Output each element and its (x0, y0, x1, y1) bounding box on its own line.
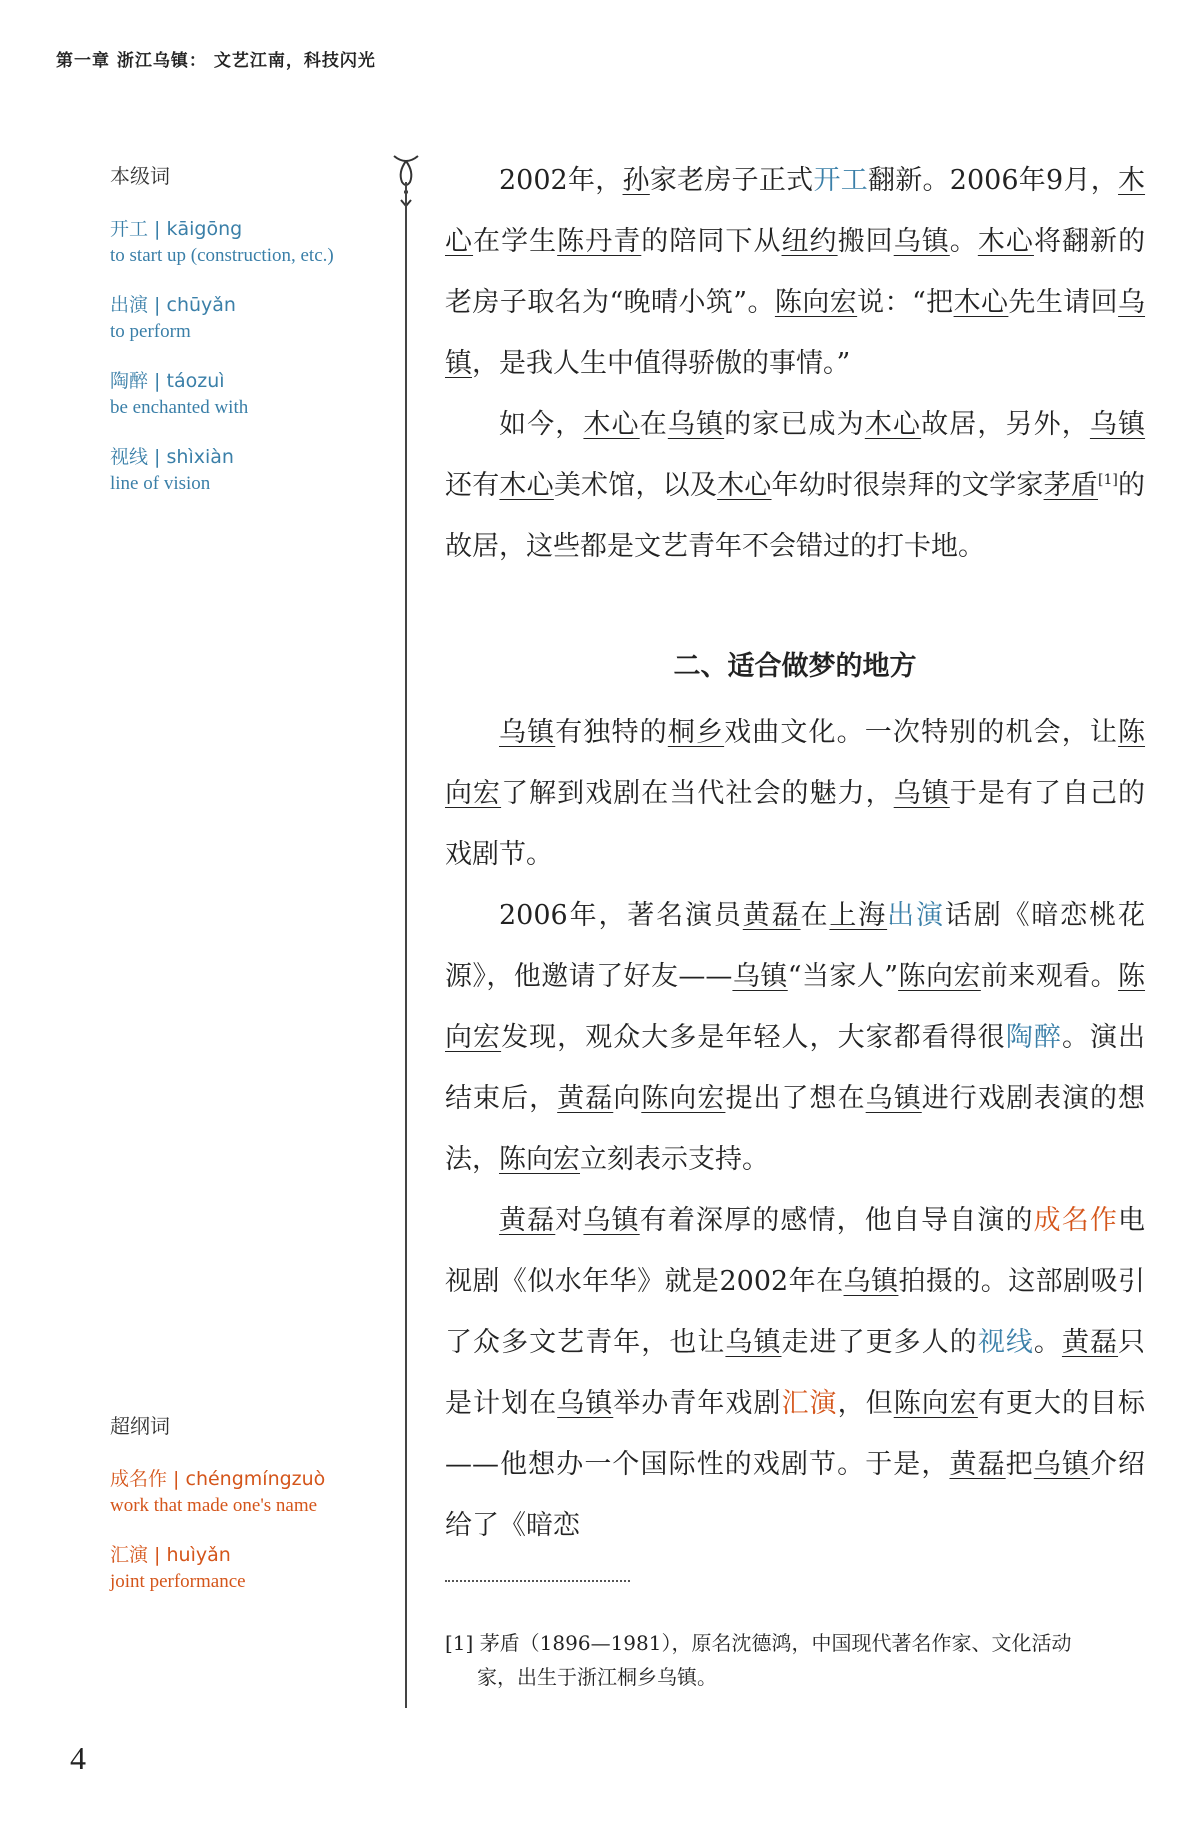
text-segment: 先生请回 (1008, 287, 1119, 318)
vocab-gloss: to start up (construction, etc.) (110, 245, 334, 266)
vocab-item (110, 443, 410, 497)
vocab-gloss: be enchanted with (110, 397, 249, 418)
proper-noun: 黄磊 (742, 900, 801, 931)
vocab-item (110, 291, 410, 345)
text-segment: 如今， (499, 409, 584, 440)
proper-noun: 陈向宏 (774, 287, 858, 318)
text-segment: ，但 (837, 1388, 894, 1419)
vocab-pinyin: chūyǎn (166, 294, 236, 316)
vocab-separator: | (148, 1544, 167, 1566)
footnote-line: [1] 茅盾（1896—1981），原名沈德鸿，中国现代著名作家、文化活动 (445, 1631, 1072, 1655)
basic-vocab-sidebar (110, 160, 410, 519)
vocab-word: 出演 (887, 900, 945, 931)
proper-noun: 乌镇 (667, 409, 725, 440)
vocab-hanzi: 开工 (110, 218, 149, 240)
text-segment: 提出了想在 (725, 1083, 866, 1114)
page-number: 4 (70, 1740, 86, 1776)
proper-noun: 乌镇 (557, 1388, 614, 1419)
vocab-separator: | (148, 294, 167, 316)
proper-noun: 陈丹青 (557, 226, 642, 257)
proper-noun: 上海 (829, 900, 888, 931)
proper-noun: 木心 (499, 470, 554, 501)
text-segment: 。 (949, 226, 978, 257)
text-segment: 发现，观众大多是年轻人，大家都看得很 (501, 1022, 1006, 1053)
proper-noun: 木心 (445, 165, 1146, 257)
vocab-pinyin: kāigōng (166, 218, 243, 240)
proper-noun: 桐乡 (667, 717, 725, 748)
proper-noun: 黄磊 (949, 1449, 1006, 1480)
vocab-item (110, 215, 410, 269)
text-segment: 了解到戏剧在当代社会的魅力， (501, 778, 894, 809)
paragraph (445, 150, 1145, 394)
main-text (445, 150, 1145, 1556)
basic-vocab-list (110, 215, 410, 497)
vocab-pinyin: chéngmíngzuò (185, 1468, 326, 1490)
text-segment: 。 (1033, 1327, 1062, 1358)
proper-noun: 乌镇 (1089, 409, 1146, 440)
vocab-hanzi: 视线 (110, 446, 149, 468)
vocab-pinyin: huìyǎn (166, 1544, 231, 1566)
text-segment: 向 (613, 1083, 642, 1114)
vocab-gloss: joint performance (110, 1571, 246, 1592)
text-segment: ，是我人生中值得骄傲的事情。” (472, 348, 851, 379)
text-segment: 2002年， (499, 165, 623, 196)
text-segment: 进行戏剧表演的想法， (445, 1083, 1146, 1175)
text-segment: 在 (639, 409, 668, 440)
text-segment: 。演出结束后， (445, 1022, 1146, 1114)
vocab-headword (110, 291, 410, 319)
vocab-separator: | (148, 446, 167, 468)
text-segment: 有独特的 (555, 717, 668, 748)
proper-noun: 乌镇 (732, 961, 788, 992)
proper-noun: 黄磊 (1061, 1327, 1119, 1358)
text-segment: 在 (800, 900, 830, 931)
vocab-item (110, 1541, 410, 1595)
text-segment: 于是有了自己的戏剧节。 (445, 778, 1146, 870)
extra-vocab-sidebar (110, 1410, 410, 1617)
vocab-separator: | (148, 218, 167, 240)
vocab-headword (110, 1541, 410, 1569)
text-segment: 把 (1005, 1449, 1034, 1480)
text-segment: 立刻表示支持。 (580, 1144, 769, 1175)
text-segment: 在学生 (473, 226, 558, 257)
proper-noun: 乌镇 (499, 717, 556, 748)
text-segment: 举办青年戏剧 (613, 1388, 782, 1419)
text-segment: 对 (555, 1205, 584, 1236)
proper-noun: 木心 (864, 409, 922, 440)
text-segment: 将翻新的老房子取名为“晚晴小筑”。 (445, 226, 1146, 318)
proper-noun: 陈向宏 (898, 961, 981, 992)
text-segment: 电视剧《似水年华》就是2002年在 (445, 1205, 1146, 1297)
text-segment: 翻新。2006年9月， (867, 165, 1119, 196)
vocab-hanzi: 汇演 (110, 1544, 149, 1566)
paragraph (445, 702, 1145, 885)
vocab-gloss: to perform (110, 321, 191, 342)
vocab-item (110, 1465, 410, 1519)
proper-noun: 乌镇 (445, 287, 1146, 379)
proper-noun: 木心 (953, 287, 1009, 318)
footnote-line: 家，出生于浙江桐乡乌镇。 (477, 1665, 717, 1689)
proper-noun: 茅盾 (1043, 470, 1098, 501)
text-segment: 家老房子正式 (649, 165, 814, 196)
proper-noun: 乌镇 (893, 226, 950, 257)
proper-noun: 乌镇 (893, 778, 950, 809)
vocab-word: 视线 (977, 1327, 1034, 1358)
proper-noun: 陈向宏 (641, 1083, 726, 1114)
text-segment: “当家人” (787, 961, 899, 992)
proper-noun: 陈向宏 (893, 1388, 978, 1419)
footnote-separator (445, 1580, 630, 1582)
vocab-separator: | (148, 370, 167, 392)
proper-noun: 纽约 (781, 226, 838, 257)
vocab-item (110, 367, 410, 421)
text-segment: 有更大的目标——他想办一个国际性的戏剧节。于是， (445, 1388, 1146, 1480)
proper-noun: 乌镇 (725, 1327, 782, 1358)
vocab-headword (110, 443, 410, 471)
footnote-ref: [1] (1098, 472, 1118, 488)
chapter-header: 第一章 浙江乌镇： 文艺江南，科技闪光 (56, 51, 376, 71)
text-segment: 走进了更多人的 (781, 1327, 978, 1358)
text-segment: 还有 (445, 470, 500, 501)
vocab-headword (110, 1465, 410, 1493)
proper-noun: 孙 (622, 165, 650, 196)
text-segment: 戏曲文化。一次特别的机会，让 (724, 717, 1119, 748)
text-segment: 拍摄的。这部剧吸引了众多文艺青年，也让 (445, 1266, 1146, 1358)
section-title: 二、适合做梦的地方 (673, 651, 917, 682)
text-segment: 话剧《暗恋桃花源》，他邀请了好友—— (445, 900, 1146, 992)
text-segment: 年幼时很崇拜的文学家 (771, 470, 1044, 501)
vocab-pinyin: shìxiàn (166, 446, 234, 468)
proper-noun: 木心 (583, 409, 640, 440)
vocab-word: 成名作 (1033, 1205, 1119, 1236)
vocab-hanzi: 陶醉 (110, 370, 149, 392)
proper-noun: 乌镇 (843, 1266, 899, 1297)
proper-noun: 木心 (717, 470, 772, 501)
proper-noun: 乌镇 (865, 1083, 922, 1114)
proper-noun: 陈向宏 (445, 717, 1146, 809)
extra-vocab-heading: 超纲词 (110, 1414, 170, 1438)
sidebar-divider (405, 182, 407, 1708)
text-segment: 的家已成为 (724, 409, 865, 440)
text-segment: 2006年，著名演员 (499, 900, 743, 931)
text-segment: 前来观看。 (980, 961, 1119, 992)
text-segment: 美术馆，以及 (553, 470, 718, 501)
proper-noun: 黄磊 (557, 1083, 614, 1114)
text-segment: 只是计划在 (445, 1327, 1146, 1419)
proper-noun: 乌镇 (1033, 1449, 1090, 1480)
vocab-pinyin: táozuì (166, 370, 225, 392)
vocab-word: 汇演 (781, 1388, 838, 1419)
paragraph (445, 394, 1145, 577)
extra-vocab-list (110, 1465, 410, 1595)
text-segment: 介绍给了《暗恋 (445, 1449, 1146, 1541)
vocab-gloss: work that made one's name (110, 1495, 318, 1516)
vocab-separator: | (167, 1468, 186, 1490)
proper-noun: 陈向宏 (445, 961, 1146, 1053)
paragraph (445, 1190, 1145, 1556)
vocab-headword (110, 367, 410, 395)
proper-noun: 木心 (977, 226, 1034, 257)
proper-noun: 陈向宏 (499, 1144, 580, 1175)
paragraph (445, 885, 1145, 1190)
basic-vocab-heading: 本级词 (110, 164, 170, 188)
text-segment: 有着深厚的感情，他自导自演的 (639, 1205, 1034, 1236)
proper-noun: 乌镇 (583, 1205, 640, 1236)
text-segment: 的陪同下从 (641, 226, 782, 257)
text-segment: 说：“把 (857, 287, 954, 318)
vocab-hanzi: 出演 (110, 294, 149, 316)
text-segment: 故居，另外， (921, 409, 1090, 440)
text-segment: 的故居，这些都是文艺青年不会错过的打卡地。 (445, 470, 1146, 562)
vocab-gloss: line of vision (110, 473, 211, 494)
text-segment: 搬回 (837, 226, 894, 257)
vocab-word: 开工 (813, 165, 868, 196)
vocab-word: 陶醉 (1005, 1022, 1062, 1053)
footnote (445, 1626, 1145, 1694)
vocab-headword (110, 215, 410, 243)
proper-noun: 黄磊 (499, 1205, 556, 1236)
vocab-hanzi: 成名作 (110, 1468, 168, 1490)
